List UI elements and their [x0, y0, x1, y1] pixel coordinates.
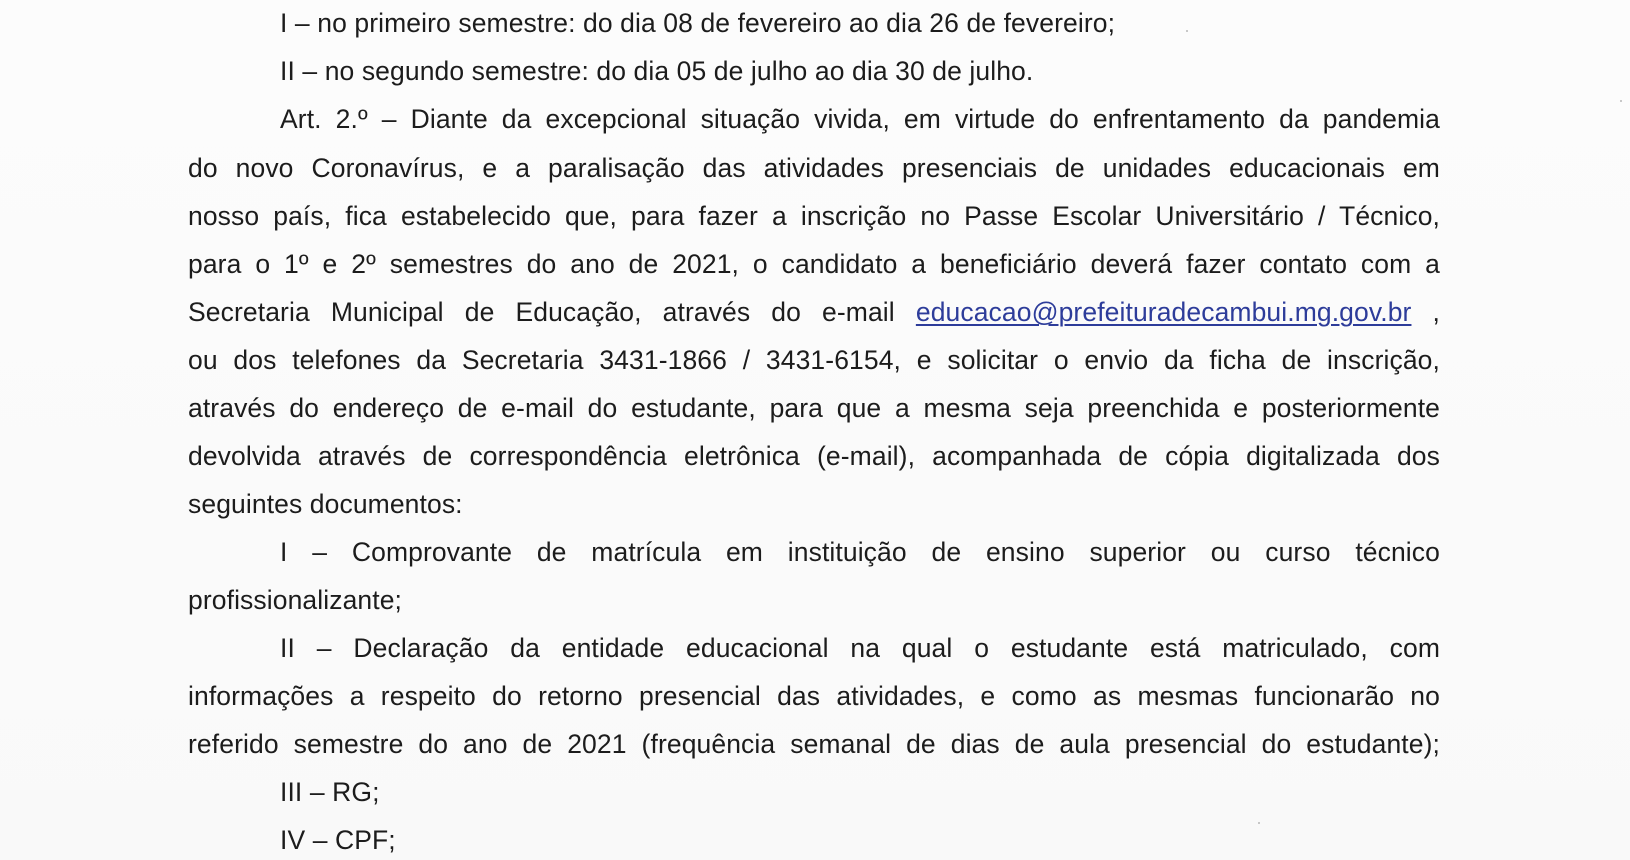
article-2-line-3: nosso país, fica estabelecido que, para fazer a inscrição no Passe Escolar Universitário / Técnico,: [188, 201, 1440, 231]
scan-speck: [1258, 822, 1260, 824]
article-2-line-9: seguintes documentos:: [188, 489, 463, 519]
document-item-iv: IV – CPF;: [280, 825, 396, 855]
article-2-heading-line: Art. 2.º – Diante da excepcional situação vivida, em virtude do enfrentamento da pandemia: [280, 104, 1440, 134]
article-2-phone-line: ou dos telefones da Secretaria 3431-1866 / 3431-6154, e solicitar o envio da ficha de inscrição,: [188, 345, 1440, 375]
email-link[interactable]: educacao@prefeituradecambui.mg.gov.br: [915, 297, 1412, 327]
document-item-ii-line-3: referido semestre do ano de 2021 (frequência semanal de dias de aula presencial do estudante);: [188, 729, 1440, 759]
scan-speck: [1186, 30, 1188, 32]
article-2-line-8: devolvida através de correspondência eletrônica (e-mail), acompanhada de cópia digitalizada dos: [188, 441, 1440, 471]
document-item-i-continued: profissionalizante;: [188, 585, 403, 615]
article-2-line-2: do novo Coronavírus, e a paralisação das atividades presenciais de unidades educacionais em: [188, 153, 1440, 183]
article-2-line-4: para o 1º e 2º semestres do ano de 2021, o candidato a beneficiário deverá fazer contato com a: [188, 249, 1440, 279]
article-2-email-line: [188, 297, 1440, 327]
line-item-ii-second-semester: II – no segundo semestre: do dia 05 de julho ao dia 30 de julho.: [280, 56, 1034, 86]
line-item-i-first-semester: I – no primeiro semestre: do dia 08 de fevereiro ao dia 26 de fevereiro;: [280, 8, 1116, 38]
email-line-suffix: ,: [1432, 297, 1440, 327]
document-item-iii: III – RG;: [280, 777, 380, 807]
document-item-ii-line-2: informações a respeito do retorno presencial das atividades, e como as mesmas funcionarão no: [188, 681, 1440, 711]
scan-speck: [1620, 100, 1622, 102]
document-item-i: I – Comprovante de matrícula em instituição de ensino superior ou curso técnico: [280, 537, 1440, 567]
document-item-ii: II – Declaração da entidade educacional na qual o estudante está matriculado, com: [280, 633, 1440, 663]
article-2-line-7: através do endereço de e-mail do estudante, para que a mesma seja preenchida e posteriormente: [188, 393, 1440, 423]
email-line-prefix: Secretaria Municipal de Educação, através do e-mail: [188, 297, 895, 327]
